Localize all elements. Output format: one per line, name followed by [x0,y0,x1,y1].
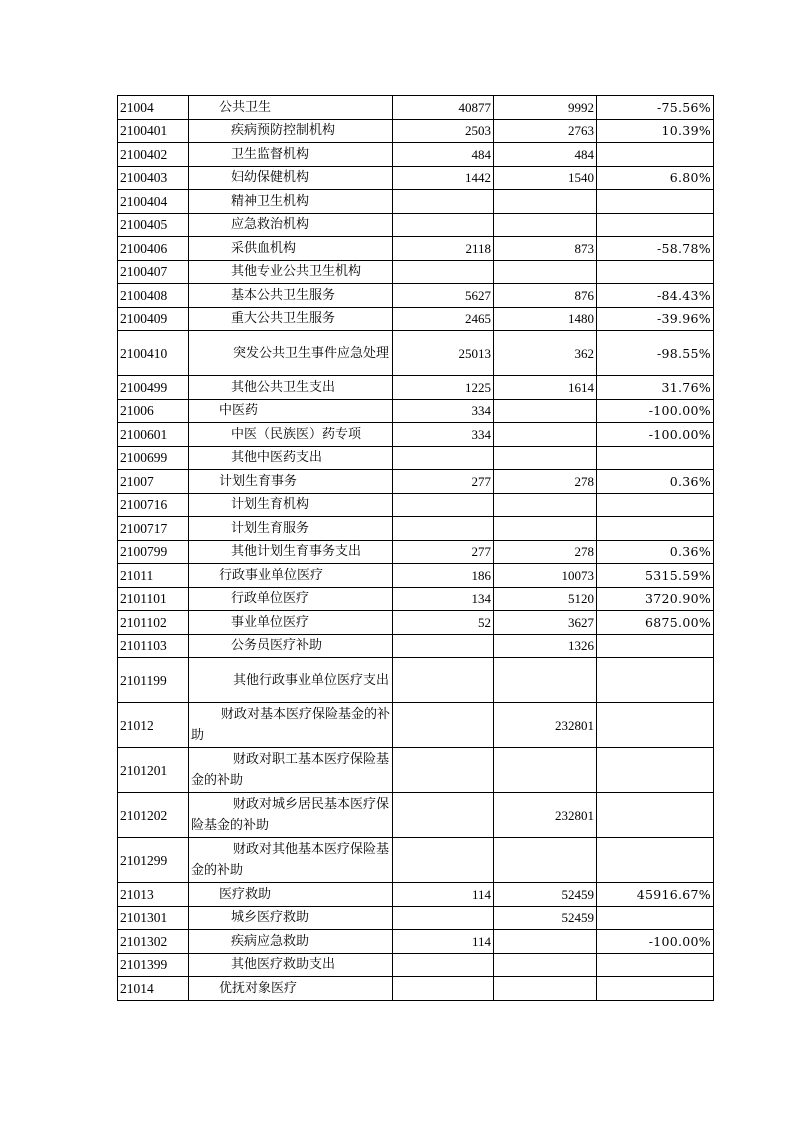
item-name-cell: 财政对城乡居民基本医疗保险基金的补助 [189,793,393,838]
value-1-cell: 2503 [393,119,494,143]
item-code-cell: 2101302 [118,930,189,954]
change-percent-cell: -75.56% [597,96,714,120]
table-row [118,564,714,588]
change-percent-cell: -39.96% [597,307,714,331]
item-name-cell: 卫生监督机构 [189,143,393,167]
change-percent-cell [597,977,714,1001]
change-percent-cell [597,906,714,930]
item-name-cell: 重大公共卫生服务 [189,307,393,331]
change-percent-cell [597,493,714,517]
change-percent-cell: 3720.90% [597,587,714,611]
table-row [118,540,714,564]
change-percent-cell [597,190,714,214]
table-row [118,96,714,120]
item-code-cell: 2101202 [118,793,189,838]
change-percent-cell: 31.76% [597,376,714,400]
value-1-cell: 52 [393,611,494,635]
item-name-cell: 优抚对象医疗 [189,977,393,1001]
item-code-cell: 2100499 [118,376,189,400]
item-name-cell: 采供血机构 [189,237,393,261]
value-1-cell [393,658,494,703]
change-percent-cell: -84.43% [597,284,714,308]
change-percent-cell: 6.80% [597,166,714,190]
item-name-cell: 其他计划生育事务支出 [189,540,393,564]
value-2-cell [494,190,597,214]
value-2-cell: 1540 [494,166,597,190]
item-code-cell: 2100799 [118,540,189,564]
value-1-cell [393,213,494,237]
change-percent-cell: -100.00% [597,423,714,447]
value-2-cell [494,748,597,793]
item-code-cell: 21012 [118,703,189,748]
value-1-cell [393,703,494,748]
value-2-cell: 3627 [494,611,597,635]
value-1-cell [393,517,494,541]
item-code-cell: 2100601 [118,423,189,447]
item-code-cell: 2100717 [118,517,189,541]
value-1-cell [393,977,494,1001]
value-2-cell: 5120 [494,587,597,611]
value-2-cell [494,930,597,954]
table-row [118,793,714,838]
value-2-cell: 232801 [494,703,597,748]
change-percent-cell [597,703,714,748]
change-percent-cell [597,748,714,793]
value-1-cell: 484 [393,143,494,167]
item-name-cell: 城乡医疗救助 [189,906,393,930]
value-2-cell [494,213,597,237]
value-2-cell: 232801 [494,793,597,838]
value-1-cell [393,793,494,838]
item-code-cell: 2101102 [118,611,189,635]
item-code-cell: 2101301 [118,906,189,930]
item-name-cell: 医疗救助 [189,883,393,907]
item-code-cell: 2101399 [118,953,189,977]
table-row [118,166,714,190]
value-1-cell: 114 [393,930,494,954]
table-row [118,284,714,308]
table-row [118,658,714,703]
table-row [118,748,714,793]
value-2-cell [494,658,597,703]
table-row [118,703,714,748]
table-row [118,930,714,954]
value-2-cell: 52459 [494,883,597,907]
table-row [118,119,714,143]
item-code-cell: 21011 [118,564,189,588]
item-code-cell: 2101101 [118,587,189,611]
item-code-cell: 2100403 [118,166,189,190]
item-name-cell: 突发公共卫生事件应急处理 [189,331,393,376]
value-1-cell: 2118 [393,237,494,261]
item-name-cell: 财政对基本医疗保险基金的补助 [189,703,393,748]
value-1-cell [393,953,494,977]
value-2-cell: 9992 [494,96,597,120]
change-percent-cell [597,953,714,977]
value-2-cell: 278 [494,470,597,494]
item-name-cell: 财政对其他基本医疗保险基金的补助 [189,838,393,883]
value-2-cell [494,977,597,1001]
item-code-cell: 2100699 [118,446,189,470]
value-1-cell: 2465 [393,307,494,331]
item-code-cell: 2100404 [118,190,189,214]
item-code-cell: 21006 [118,399,189,423]
table-row [118,838,714,883]
value-2-cell [494,399,597,423]
item-code-cell: 2100408 [118,284,189,308]
change-percent-cell: 0.36% [597,540,714,564]
value-1-cell [393,634,494,658]
value-1-cell: 334 [393,399,494,423]
item-name-cell: 公共卫生 [189,96,393,120]
value-1-cell [393,493,494,517]
table-row [118,331,714,376]
value-1-cell [393,906,494,930]
table-row [118,237,714,261]
table-row [118,446,714,470]
item-code-cell: 2100402 [118,143,189,167]
item-code-cell: 2100410 [118,331,189,376]
item-code-cell: 2101299 [118,838,189,883]
value-1-cell: 134 [393,587,494,611]
value-1-cell: 277 [393,470,494,494]
value-1-cell: 1225 [393,376,494,400]
item-name-cell: 其他行政事业单位医疗支出 [189,658,393,703]
item-name-cell: 财政对职工基本医疗保险基金的补助 [189,748,393,793]
table-row [118,213,714,237]
item-code-cell: 2100401 [118,119,189,143]
change-percent-cell: 0.36% [597,470,714,494]
item-name-cell: 事业单位医疗 [189,611,393,635]
value-2-cell [494,517,597,541]
table-row [118,517,714,541]
item-name-cell: 其他专业公共卫生机构 [189,260,393,284]
item-code-cell: 2100406 [118,237,189,261]
value-1-cell: 277 [393,540,494,564]
table-row [118,423,714,447]
value-2-cell [494,446,597,470]
value-2-cell [494,493,597,517]
table-row [118,953,714,977]
value-1-cell: 40877 [393,96,494,120]
value-1-cell [393,748,494,793]
item-code-cell: 2101201 [118,748,189,793]
value-1-cell: 334 [393,423,494,447]
change-percent-cell: -100.00% [597,399,714,423]
item-name-cell: 计划生育事务 [189,470,393,494]
budget-table-body [118,96,714,1001]
item-name-cell: 中医药 [189,399,393,423]
change-percent-cell: 5315.59% [597,564,714,588]
value-2-cell [494,838,597,883]
value-1-cell: 25013 [393,331,494,376]
item-code-cell: 21007 [118,470,189,494]
item-name-cell: 行政单位医疗 [189,587,393,611]
item-name-cell: 基本公共卫生服务 [189,284,393,308]
item-name-cell: 其他中医药支出 [189,446,393,470]
value-1-cell [393,190,494,214]
table-row [118,260,714,284]
budget-table [117,95,714,1001]
change-percent-cell [597,446,714,470]
change-percent-cell: 10.39% [597,119,714,143]
item-name-cell: 精神卫生机构 [189,190,393,214]
change-percent-cell: 45916.67% [597,883,714,907]
value-2-cell: 876 [494,284,597,308]
table-row [118,399,714,423]
change-percent-cell [597,260,714,284]
item-code-cell: 2100407 [118,260,189,284]
table-row [118,493,714,517]
table-row [118,906,714,930]
change-percent-cell [597,517,714,541]
change-percent-cell: -98.55% [597,331,714,376]
value-1-cell [393,446,494,470]
item-code-cell: 2101103 [118,634,189,658]
item-name-cell: 计划生育机构 [189,493,393,517]
item-name-cell: 行政事业单位医疗 [189,564,393,588]
change-percent-cell: -100.00% [597,930,714,954]
value-2-cell: 1614 [494,376,597,400]
change-percent-cell [597,634,714,658]
item-code-cell: 21004 [118,96,189,120]
change-percent-cell [597,143,714,167]
change-percent-cell: 6875.00% [597,611,714,635]
value-2-cell: 10073 [494,564,597,588]
item-code-cell: 21013 [118,883,189,907]
table-row [118,587,714,611]
table-row [118,376,714,400]
item-name-cell: 疾病应急救助 [189,930,393,954]
table-row [118,470,714,494]
value-2-cell [494,423,597,447]
item-name-cell: 中医（民族医）药专项 [189,423,393,447]
item-code-cell: 2100409 [118,307,189,331]
value-1-cell [393,260,494,284]
item-code-cell: 2100405 [118,213,189,237]
item-name-cell: 其他医疗救助支出 [189,953,393,977]
item-name-cell: 应急救治机构 [189,213,393,237]
value-2-cell: 484 [494,143,597,167]
value-1-cell: 114 [393,883,494,907]
item-code-cell: 21014 [118,977,189,1001]
value-2-cell: 1326 [494,634,597,658]
item-name-cell: 其他公共卫生支出 [189,376,393,400]
value-2-cell: 2763 [494,119,597,143]
table-row [118,611,714,635]
value-2-cell: 52459 [494,906,597,930]
table-row [118,307,714,331]
item-name-cell: 疾病预防控制机构 [189,119,393,143]
table-row [118,190,714,214]
table-row [118,977,714,1001]
value-1-cell: 186 [393,564,494,588]
item-name-cell: 公务员医疗补助 [189,634,393,658]
value-2-cell: 1480 [494,307,597,331]
value-1-cell: 1442 [393,166,494,190]
value-2-cell: 873 [494,237,597,261]
item-code-cell: 2101199 [118,658,189,703]
value-2-cell: 362 [494,331,597,376]
value-2-cell: 278 [494,540,597,564]
item-name-cell: 妇幼保健机构 [189,166,393,190]
table-row [118,883,714,907]
value-1-cell [393,838,494,883]
change-percent-cell: -58.78% [597,237,714,261]
table-row [118,143,714,167]
item-name-cell: 计划生育服务 [189,517,393,541]
item-code-cell: 2100716 [118,493,189,517]
change-percent-cell [597,793,714,838]
change-percent-cell [597,838,714,883]
value-2-cell [494,260,597,284]
value-1-cell: 5627 [393,284,494,308]
table-row [118,634,714,658]
change-percent-cell [597,213,714,237]
change-percent-cell [597,658,714,703]
value-2-cell [494,953,597,977]
